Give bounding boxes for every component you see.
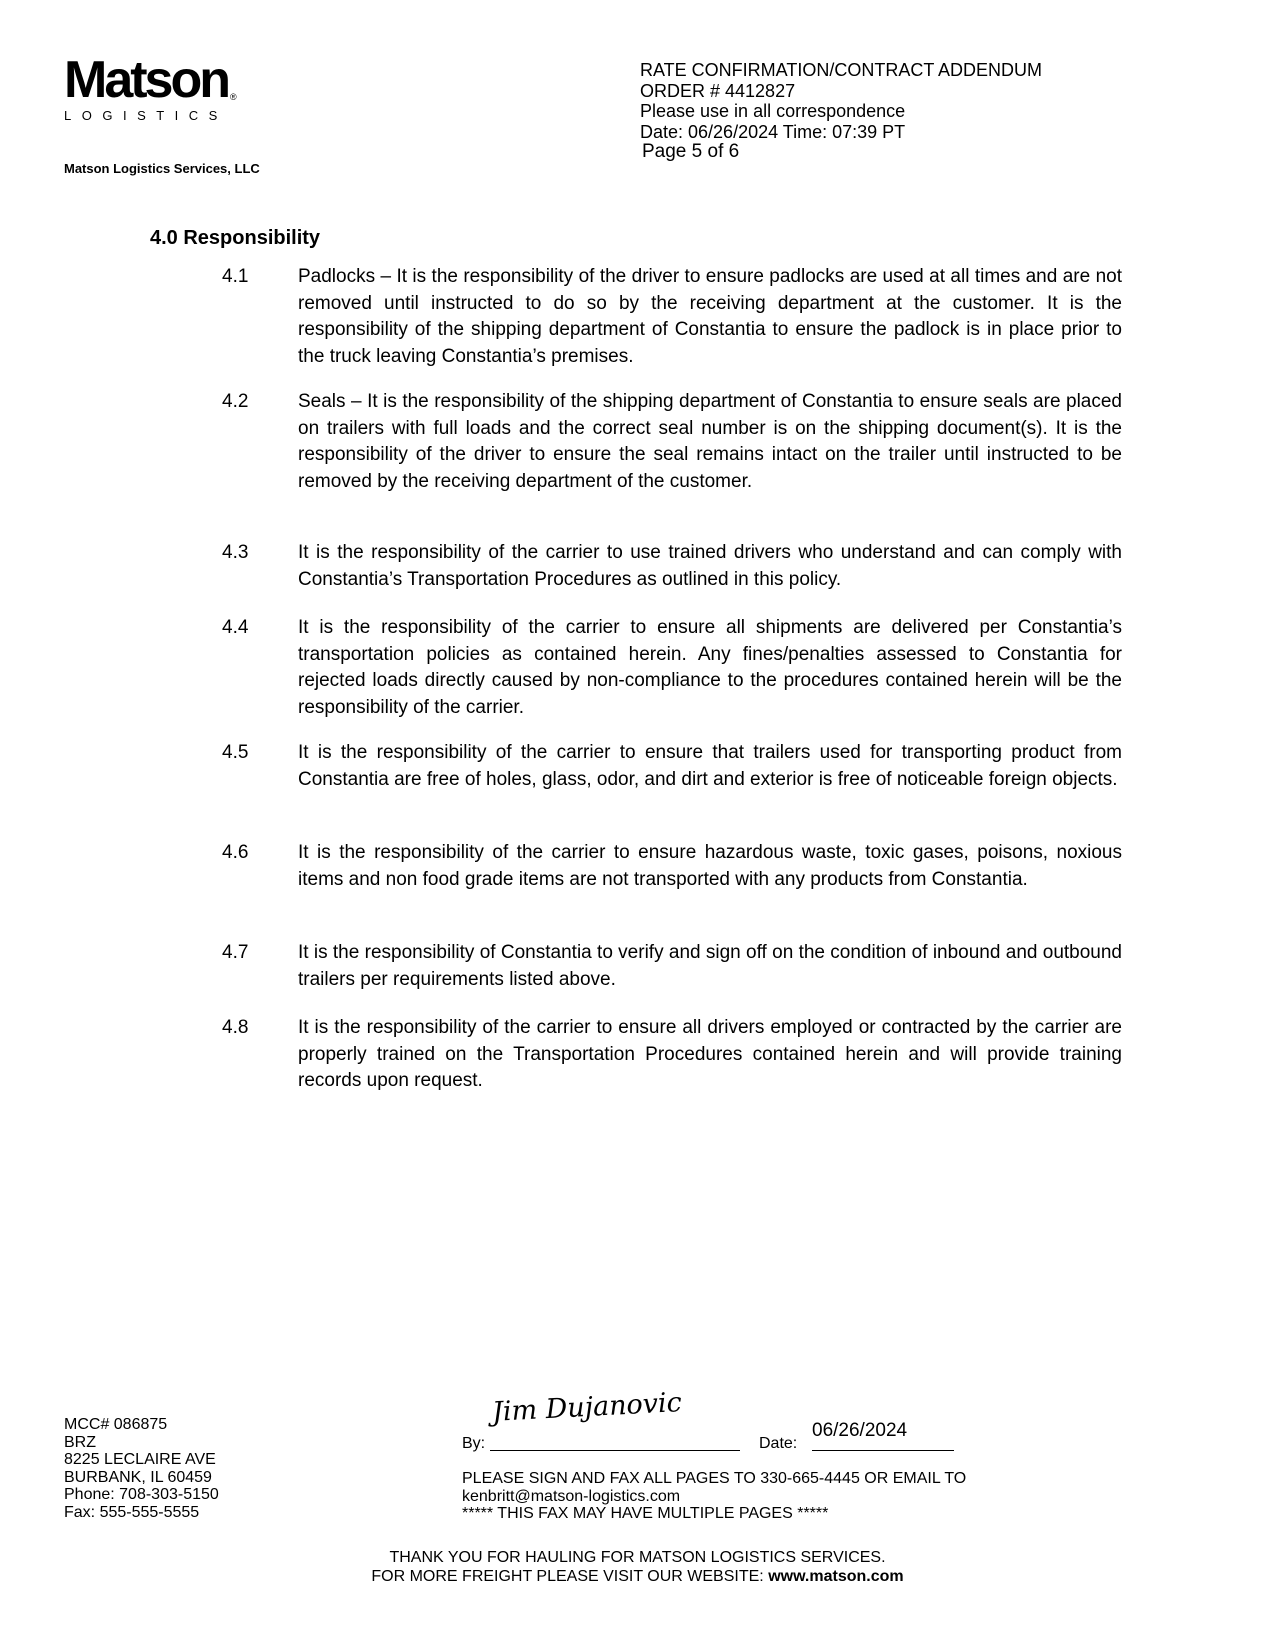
website-link[interactable]: www.matson.com [768, 1568, 904, 1585]
clause-4-8 [222, 1015, 1122, 1095]
clause-number: 4.5 [222, 742, 249, 763]
carrier-fax: Fax: 555-555-5555 [64, 1503, 200, 1521]
clause-text: Seals – It is the responsibility of the shipping department of Constantia to ensure seals are placed on trailers with full loads and the correct seal number is on the shipping document(s). It is the responsibility of the driver to ensure the seal remains intact on the trailer until instructed to be removed by the receiving department of the customer. [298, 391, 1122, 492]
clause-number: 4.2 [222, 391, 249, 412]
carrier-code: BRZ [64, 1433, 96, 1451]
clause-number: 4.1 [222, 266, 249, 287]
clause-text: It is the responsibility of the carrier to ensure hazardous waste, toxic gases, poisons, noxious items and non food grade items are not transported with any products from Constantia. [298, 842, 1122, 890]
clause-number: 4.3 [222, 542, 249, 563]
carrier-city: BURBANK, IL 60459 [64, 1468, 212, 1486]
signature-line [490, 1450, 740, 1451]
clause-text: It is the responsibility of the carrier to ensure that trailers used for transporting product from Constantia are free of holes, glass, odor, and dirt and exterior is free of noticeable foreign objects. [298, 742, 1122, 790]
clause-number: 4.7 [222, 942, 249, 963]
mcc-number: MCC# 086875 [64, 1416, 168, 1433]
clause-text: It is the responsibility of the carrier to use trained drivers who understand and can comply with Constantia’s Transportation Procedures as outlined in this policy. [298, 542, 1122, 590]
thank-you-footer [0, 1548, 1275, 1586]
contact-email: kenbritt@matson-logistics.com [462, 1487, 681, 1505]
matson-logo [64, 51, 294, 124]
clause-number: 4.4 [222, 617, 249, 638]
clause-text: It is the responsibility of the carrier to ensure all shipments are delivered per Constantia’s transportation policies as contained herein. Any fines/penalties assessed to Constantia for rejected loads directly caused by non-compliance to the procedures contained herein will be the responsibility of the carrier. [298, 617, 1122, 718]
signed-date: 06/26/2024 [812, 1420, 908, 1441]
order-number: ORDER # 4412827 [640, 80, 796, 101]
carrier-street: 8225 LECLAIRE AVE [64, 1451, 216, 1468]
company-name: Matson Logistics Services, LLC [64, 161, 260, 176]
fax-instruction-line: PLEASE SIGN AND FAX ALL PAGES TO 330-665-4445 OR EMAIL TO [462, 1470, 967, 1487]
clause-number: 4.8 [222, 1017, 249, 1038]
date-line [812, 1450, 954, 1451]
page-number: Page 5 of 6 [642, 141, 740, 162]
logo-wordmark: Matson [64, 51, 228, 109]
carrier-phone: Phone: 708-303-5150 [64, 1486, 219, 1503]
document-datetime: Date: 06/26/2024 Time: 07:39 PT [640, 121, 906, 142]
logo-registered-mark: ® [230, 92, 237, 102]
fax-instructions [462, 1470, 966, 1523]
clause-number: 4.6 [222, 842, 249, 863]
clause-4-6 [222, 840, 1122, 893]
correspondence-note: Please use in all correspondence [640, 101, 906, 121]
clause-4-4 [222, 615, 1122, 721]
logo-subtitle: LOGISTICS [64, 108, 228, 123]
document-header [640, 60, 1042, 163]
thank-you-line: THANK YOU FOR HAULING FOR MATSON LOGISTICS SERVICES. [389, 1549, 886, 1566]
website-prefix: FOR MORE FREIGHT PLEASE VISIT OUR WEBSITE: [371, 1568, 769, 1585]
clause-text: It is the responsibility of the carrier to ensure all drivers employed or contracted by the carrier are properly trained on the Transportation Procedures contained herein and will provide training records upon request. [298, 1017, 1122, 1091]
clause-4-5 [222, 740, 1122, 793]
carrier-info [64, 1416, 219, 1521]
clause-text: It is the responsibility of Constantia to verify and sign off on the condition of inbound and outbound trailers per requirements listed above. [298, 942, 1122, 990]
document-title: RATE CONFIRMATION/CONTRACT ADDENDUM [640, 60, 1043, 80]
clause-4-1 [222, 264, 1122, 370]
clause-4-7 [222, 940, 1122, 993]
section-title: 4.0 Responsibility [150, 227, 321, 249]
website-line [0, 1567, 1275, 1586]
clause-text: Padlocks – It is the responsibility of the driver to ensure padlocks are used at all times and are not removed until instructed to do so by the receiving department at the customer. It is the responsibility of the shipping department of Constantia to ensure the padlock is in place prior to the truck leaving Constantia’s premises. [298, 266, 1122, 367]
clause-4-3 [222, 540, 1122, 593]
clause-4-2 [222, 389, 1122, 495]
handwritten-signature: Jim Dujanovic [491, 1387, 683, 1428]
by-label: By: [462, 1435, 486, 1452]
fax-warning: ***** THIS FAX MAY HAVE MULTIPLE PAGES ***** [462, 1505, 829, 1522]
date-label: Date: [759, 1435, 798, 1452]
